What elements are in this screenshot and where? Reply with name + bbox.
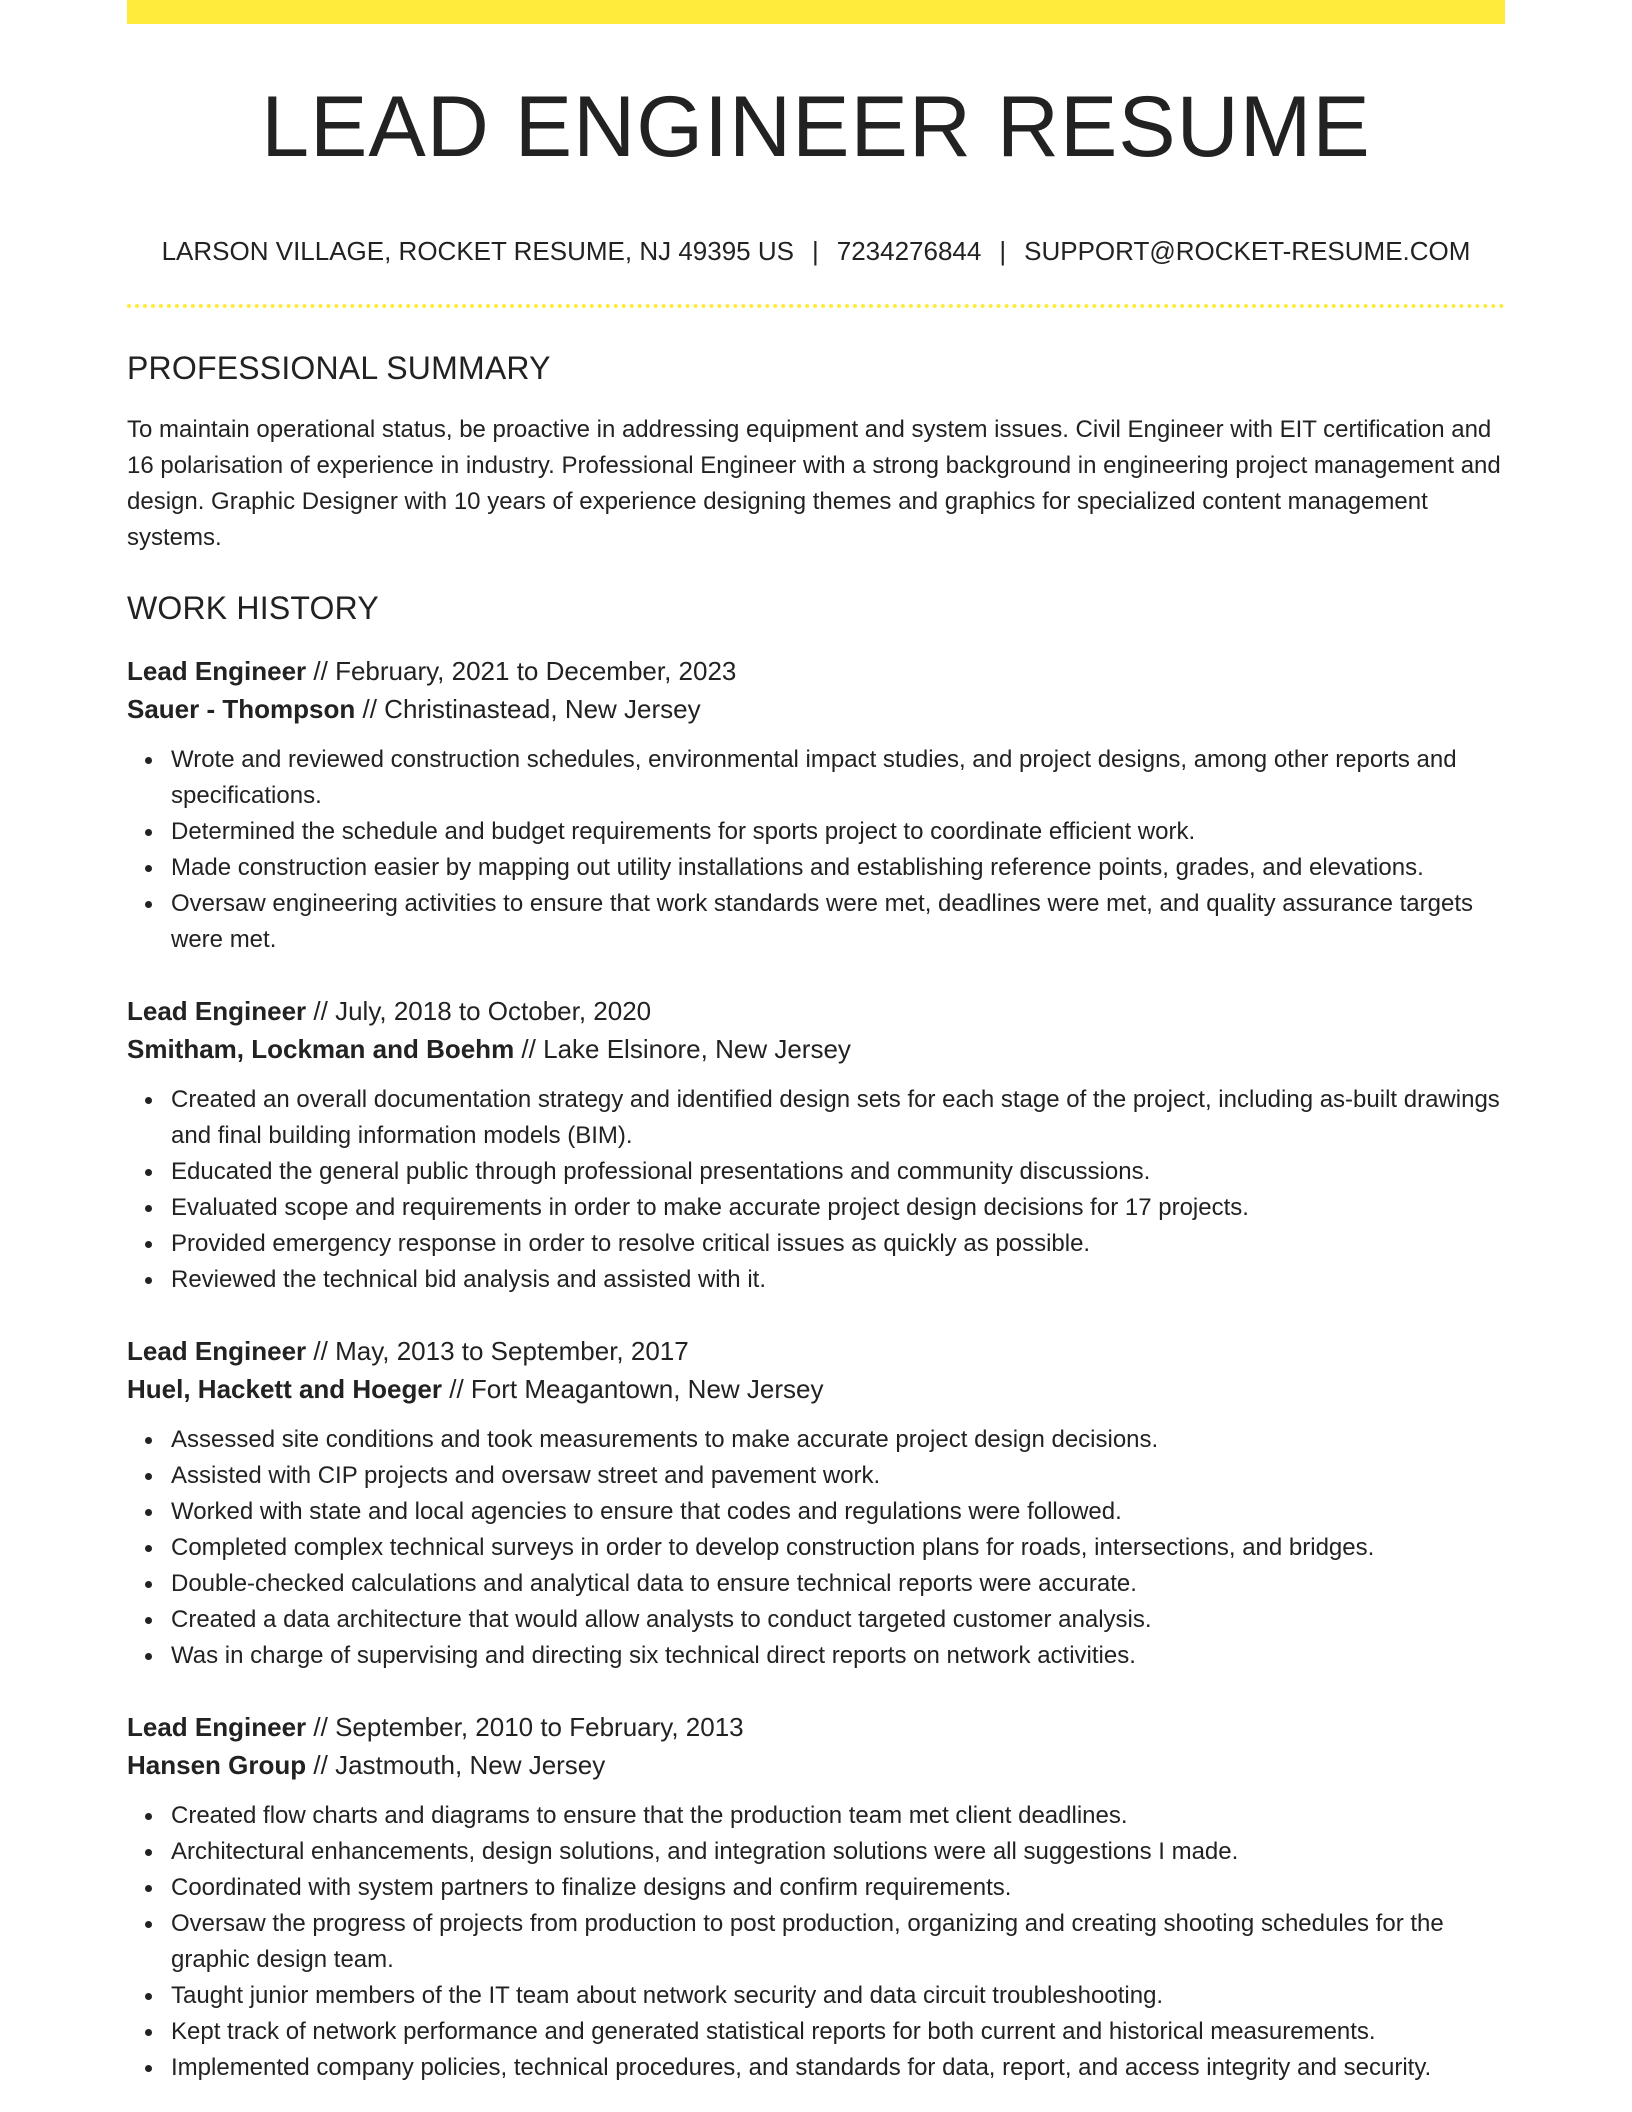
- separator: //: [313, 656, 328, 686]
- job-title: Lead Engineer: [127, 996, 307, 1026]
- job-company-line: [127, 1746, 1505, 1784]
- bullet-item: Assisted with CIP projects and oversaw street and pavement work.: [171, 1458, 1505, 1494]
- job-title-line: [127, 1708, 1505, 1746]
- job-company: Huel, Hackett and Hoeger: [127, 1374, 442, 1404]
- job-dates: May, 2013 to September, 2017: [335, 1336, 689, 1366]
- job-company: Smitham, Lockman and Boehm: [127, 1034, 515, 1064]
- job-entry: [127, 1332, 1505, 1674]
- bullet-item: Completed complex technical surveys in order to develop construction plans for roads, intersections, and bridges.: [171, 1530, 1505, 1566]
- separator: //: [313, 1750, 328, 1780]
- work-history-heading: WORK HISTORY: [127, 590, 379, 626]
- bullet-item: Oversaw the progress of projects from production to post production, organizing and creating shooting schedules for the graphic design team.: [171, 1906, 1505, 1978]
- job-bullets: [127, 1422, 1505, 1674]
- job-dates: September, 2010 to February, 2013: [335, 1712, 744, 1742]
- bullet-item: Kept track of network performance and generated statistical reports for both current and historical measurements.: [171, 2014, 1505, 2050]
- summary-heading: PROFESSIONAL SUMMARY: [127, 350, 551, 386]
- bullet-item: Reviewed the technical bid analysis and assisted with it.: [171, 1262, 1505, 1298]
- job-company-line: [127, 690, 1505, 728]
- job-bullets: [127, 1082, 1505, 1298]
- bullet-item: Architectural enhancements, design solutions, and integration solutions were all suggestions I made.: [171, 1834, 1505, 1870]
- job-company-line: [127, 1370, 1505, 1408]
- job-bullets: [127, 1798, 1505, 2086]
- job-company: Hansen Group: [127, 1750, 307, 1780]
- contact-line: [127, 238, 1505, 264]
- job-title: Lead Engineer: [127, 1336, 307, 1366]
- bullet-item: Taught junior members of the IT team about network security and data circuit troubleshooting.: [171, 1978, 1505, 2014]
- bullet-item: Created a data architecture that would allow analysts to conduct targeted customer analysis.: [171, 1602, 1505, 1638]
- separator: //: [313, 1712, 328, 1742]
- job-entry: [127, 652, 1505, 958]
- bullet-item: Educated the general public through professional presentations and community discussions.: [171, 1154, 1505, 1190]
- job-dates: February, 2021 to December, 2023: [335, 656, 737, 686]
- bullet-item: Made construction easier by mapping out utility installations and establishing reference points, grades, and elevations.: [171, 850, 1505, 886]
- contact-separator: |: [999, 236, 1007, 266]
- resume-title: LEAD ENGINEER RESUME: [261, 79, 1371, 175]
- job-location: Jastmouth, New Jersey: [335, 1750, 606, 1780]
- bullet-item: Created an overall documentation strategy and identified design sets for each stage of the project, including as-built drawings and final building information models (BIM).: [171, 1082, 1505, 1154]
- bullet-item: Determined the schedule and budget requirements for sports project to coordinate efficient work.: [171, 814, 1505, 850]
- resume-page: [127, 0, 1505, 2086]
- bullet-item: Implemented company policies, technical procedures, and standards for data, report, and access integrity and security.: [171, 2050, 1505, 2086]
- bullet-item: Wrote and reviewed construction schedules, environmental impact studies, and project designs, among other reports and specifications.: [171, 742, 1505, 814]
- bullet-item: Provided emergency response in order to resolve critical issues as quickly as possible.: [171, 1226, 1505, 1262]
- summary-text: To maintain operational status, be proactive in addressing equipment and system issues. Civil Engineer with EIT certification and 16 polarisation of experience in industry. Professional Engineer with a strong background in engineering project management and design. Graphic Designer with 10 years of experience designing themes and graphics for specialized content management systems.: [127, 416, 1501, 551]
- job-entry: [127, 992, 1505, 1298]
- job-title: Lead Engineer: [127, 1712, 307, 1742]
- bullet-item: Created flow charts and diagrams to ensure that the production team met client deadlines.: [171, 1798, 1505, 1834]
- job-title-line: [127, 1332, 1505, 1370]
- job-location: Fort Meagantown, New Jersey: [470, 1374, 824, 1404]
- contact-email: SUPPORT@ROCKET-RESUME.COM: [1024, 236, 1471, 266]
- job-company-line: [127, 1030, 1505, 1068]
- contact-address: LARSON VILLAGE, ROCKET RESUME, NJ 49395 US: [161, 236, 794, 266]
- bullet-item: Worked with state and local agencies to ensure that codes and regulations were followed.: [171, 1494, 1505, 1530]
- job-bullets: [127, 742, 1505, 958]
- bullet-item: Coordinated with system partners to finalize designs and confirm requirements.: [171, 1870, 1505, 1906]
- job-dates: July, 2018 to October, 2020: [335, 996, 652, 1026]
- job-title-line: [127, 992, 1505, 1030]
- job-entry: [127, 1708, 1505, 2086]
- job-company: Sauer - Thompson: [127, 694, 356, 724]
- separator: //: [362, 694, 377, 724]
- bullet-item: Was in charge of supervising and directing six technical direct reports on network activities.: [171, 1638, 1505, 1674]
- bullet-item: Oversaw engineering activities to ensure that work standards were met, deadlines were met, and quality assurance targets were met.: [171, 886, 1505, 958]
- contact-separator: |: [811, 236, 819, 266]
- separator: //: [449, 1374, 464, 1404]
- work-history-list: [127, 652, 1505, 2086]
- job-location: Lake Elsinore, New Jersey: [543, 1034, 851, 1064]
- dotted-divider: [127, 304, 1505, 308]
- job-title: Lead Engineer: [127, 656, 307, 686]
- accent-top-bar: [127, 0, 1505, 24]
- job-title-line: [127, 652, 1505, 690]
- job-location: Christinastead, New Jersey: [384, 694, 701, 724]
- separator: //: [521, 1034, 536, 1064]
- bullet-item: Assessed site conditions and took measurements to make accurate project design decisions.: [171, 1422, 1505, 1458]
- separator: //: [313, 996, 328, 1026]
- bullet-item: Evaluated scope and requirements in order to make accurate project design decisions for 17 projects.: [171, 1190, 1505, 1226]
- separator: //: [313, 1336, 328, 1366]
- contact-phone: 7234276844: [836, 236, 982, 266]
- bullet-item: Double-checked calculations and analytical data to ensure technical reports were accurate.: [171, 1566, 1505, 1602]
